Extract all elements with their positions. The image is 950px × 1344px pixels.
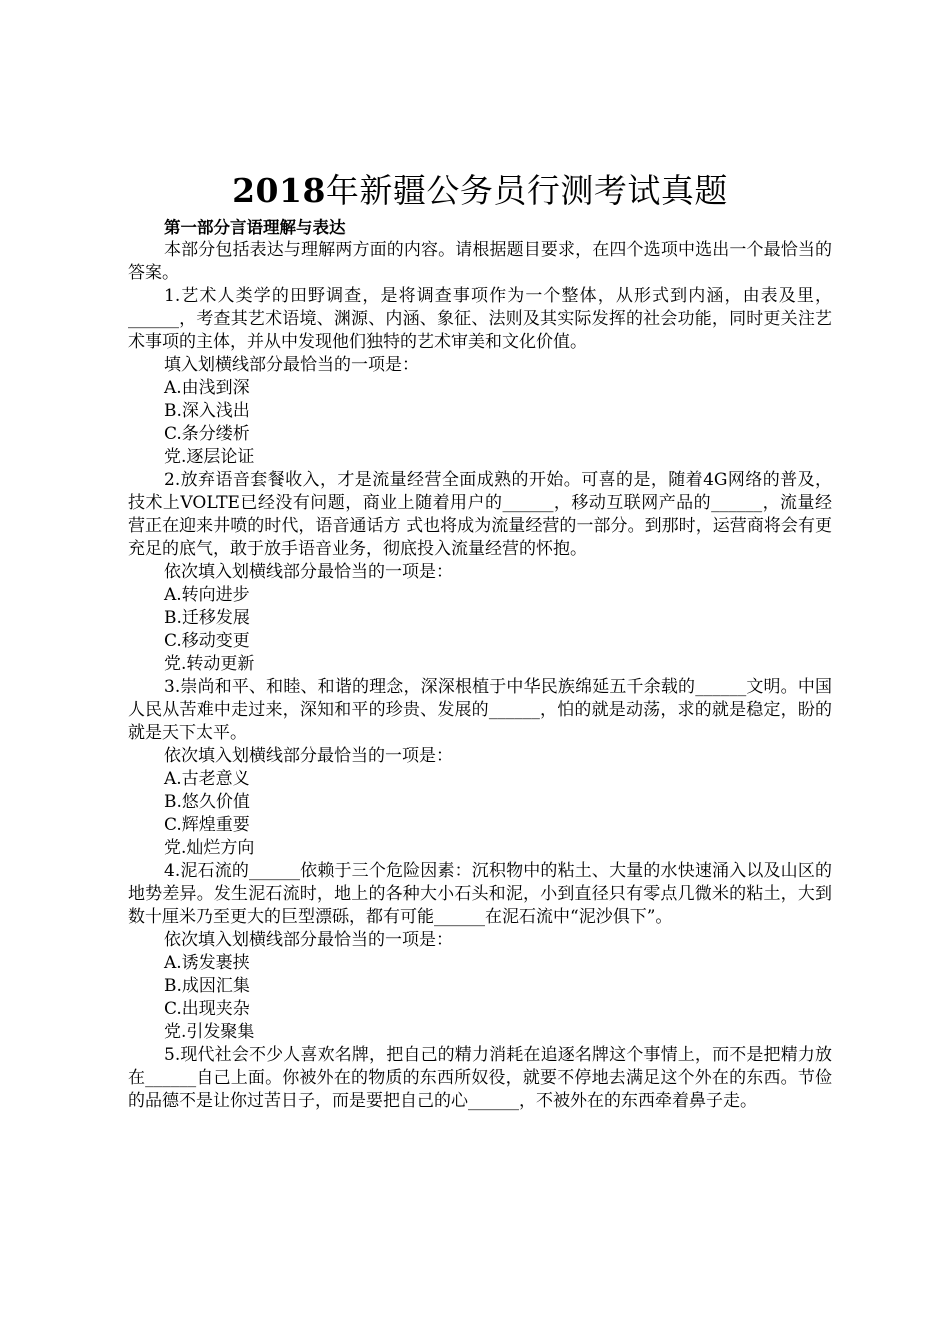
option-c: C.辉煌重要 [164, 815, 250, 835]
question-stem: 4.泥石流的______依赖于三个危险因素：沉积物中的粘土、大量的水快速涌入以及山区的地势差异。发生泥石流时，地上的各种大小石头和泥，小到直径只有零点几微米的粘土，大到数十厘米乃至更大的巨型漂砾，都有可能______在泥石流中“泥沙俱下”。 [128, 861, 832, 927]
document-page [128, 170, 832, 1113]
question-stem: 1.艺术人类学的田野调查，是将调查事项作为一个整体，从形式到内涵，由表及里，______，考查其艺术语境、渊源、内涵、象征、法则及其实际发挥的社会功能，同时更关注艺术事项的主体，并从中发现他们独特的艺术审美和文化价值。 [128, 286, 832, 352]
question-prompt: 填入划横线部分最恰当的一项是： [164, 355, 419, 375]
option-b: B.悠久价值 [164, 792, 250, 812]
option-a: A.诱发裹挟 [164, 953, 250, 973]
section-heading: 第一部分言语理解与表达 [164, 218, 346, 237]
title-year: 2018 [232, 171, 326, 210]
question-stem: 2.放弃语音套餐收入，才是流量经营全面成熟的开始。可喜的是，随着4G网络的普及，技术上VOLTE已经没有问题，商业上随着用户的______，移动互联网产品的______，流量经营正在迎来井喷的时代，语音通话方 式也将成为流量经营的一部分。到那时，运营商将会有更充足的底气，敢于放手语音业务，彻底投入流量经营的怀抱。 [128, 470, 832, 559]
option-c: C.出现夹杂 [164, 999, 250, 1019]
option-b: B.深入浅出 [164, 401, 250, 421]
option-d: 党.引发聚集 [164, 1022, 255, 1042]
document-title [128, 170, 832, 212]
option-c: C.移动变更 [164, 631, 250, 651]
section-intro: 本部分包括表达与理解两方面的内容。请根据题目要求，在四个选项中选出一个最恰当的答案。 [128, 240, 832, 283]
option-d: 党.灿烂方向 [164, 838, 255, 858]
option-a: A.由浅到深 [164, 378, 250, 398]
title-text: 年新疆公务员行测考试真题 [325, 171, 728, 210]
option-d: 党.逐层论证 [164, 447, 255, 467]
option-c: C.条分缕析 [164, 424, 250, 444]
option-a: A.转向进步 [164, 585, 250, 605]
option-a: A.古老意义 [164, 769, 250, 789]
option-d: 党.转动更新 [164, 654, 255, 674]
question-stem: 3.崇尚和平、和睦、和谐的理念，深深根植于中华民族绵延五千余载的______文明。中国人民从苦难中走过来，深知和平的珍贵、发展的______，怕的就是动荡，求的就是稳定，盼的就是天下太平。 [128, 677, 832, 743]
question-stem: 5.现代社会不少人喜欢名牌，把自己的精力消耗在追逐名牌这个事情上，而不是把精力放在______自己上面。你被外在的物质的东西所奴役，就要不停地去满足这个外在的东西。节俭的品德不是让你过苦日子，而是要把自己的心______，不被外在的东西牵着鼻子走。 [128, 1045, 832, 1111]
option-b: B.成因汇集 [164, 976, 250, 996]
question-prompt: 依次填入划横线部分最恰当的一项是： [164, 746, 453, 766]
question-prompt: 依次填入划横线部分最恰当的一项是： [164, 562, 453, 582]
question-prompt: 依次填入划横线部分最恰当的一项是： [164, 930, 453, 950]
option-b: B.迁移发展 [164, 608, 250, 628]
